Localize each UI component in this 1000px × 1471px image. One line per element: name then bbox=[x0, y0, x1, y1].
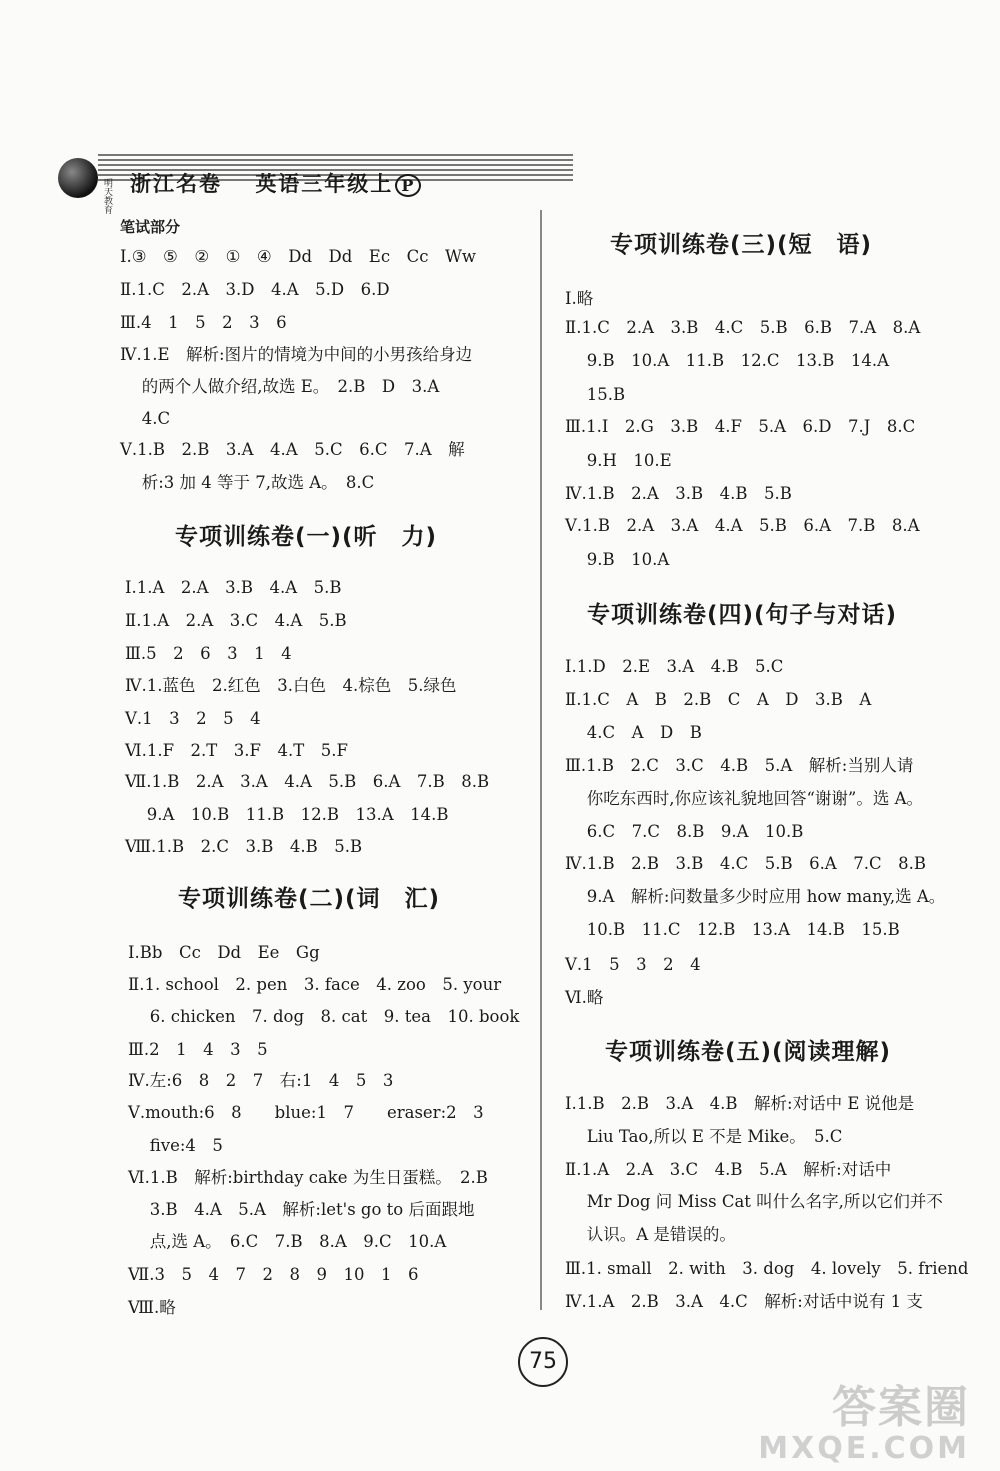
answer-line: Ⅴ.1.B 2.B 3.A 4.A 5.C 6.C 7.A 解 bbox=[120, 440, 465, 459]
answer-line: Ⅴ.1 3 2 5 4 bbox=[125, 709, 261, 728]
answer-line: Ⅴ.1.B 2.A 3.A 4.A 5.B 6.A 7.B 8.A bbox=[565, 516, 920, 535]
answer-line: 9.A 解析:问数量多少时应用 how many,选 A。 bbox=[565, 887, 946, 906]
answer-line: Ⅱ.1.A 2.A 3.C 4.A 5.B bbox=[125, 611, 347, 630]
answer-line: Ⅳ.1.E 解析:图片的情境为中间的小男孩给身边 bbox=[120, 345, 473, 364]
section-title-listening: 专项训练卷(一)(听 力) bbox=[175, 524, 438, 550]
watermark-text: 答案圈 bbox=[832, 1382, 970, 1433]
answer-line: Ⅱ.1. school 2. pen 3. face 4. zoo 5. your bbox=[128, 975, 502, 994]
section-title-sentences: 专项训练卷(四)(句子与对话) bbox=[587, 602, 898, 628]
answer-line: Mr Dog 问 Miss Cat 叫什么名字,所以它们并不 bbox=[565, 1192, 943, 1211]
answer-line: 点,选 A。 6.C 7.B 8.A 9.C 10.A bbox=[128, 1232, 447, 1251]
edition-badge: P bbox=[395, 174, 421, 197]
answer-line: Ⅲ.1.I 2.G 3.B 4.F 5.A 6.D 7.J 8.C bbox=[565, 417, 916, 436]
answer-line: 9.H 10.E bbox=[565, 451, 672, 470]
answer-line: Ⅴ.1 5 3 2 4 bbox=[565, 955, 701, 974]
answer-line: 的两个人做介绍,故选 E。 2.B D 3.A bbox=[120, 377, 440, 396]
answer-line: Ⅱ.1.A 2.A 3.C 4.B 5.A 解析:对话中 bbox=[565, 1160, 892, 1179]
section-title-phrases: 专项训练卷(三)(短 语) bbox=[610, 232, 873, 258]
section-title-vocabulary: 专项训练卷(二)(词 汇) bbox=[178, 886, 441, 912]
answer-line: 4.C bbox=[120, 409, 171, 428]
answer-line: Ⅷ.略 bbox=[128, 1298, 176, 1317]
answer-line: Ⅰ.Bb Cc Dd Ee Gg bbox=[128, 943, 320, 962]
answer-line: 4.C A D B bbox=[565, 723, 702, 742]
answer-line: Ⅵ.略 bbox=[565, 988, 604, 1007]
answer-line: Ⅳ.1.A 2.B 3.A 4.C 解析:对话中说有 1 支 bbox=[565, 1292, 923, 1311]
answer-line: Ⅱ.1.C 2.A 3.B 4.C 5.B 6.B 7.A 8.A bbox=[565, 318, 921, 337]
answer-line: 9.B 10.A bbox=[565, 550, 670, 569]
answer-line: Ⅵ.1.F 2.T 3.F 4.T 5.F bbox=[125, 741, 348, 760]
answer-line: 你吃东西时,你应该礼貌地回答“谢谢”。选 A。 bbox=[565, 789, 924, 808]
brand-small-text: 明天教育 bbox=[104, 179, 114, 216]
answer-line: Liu Tao,所以 E 不是 Mike。 5.C bbox=[565, 1127, 843, 1146]
page-header bbox=[58, 150, 573, 216]
answer-line: Ⅱ.1.C 2.A 3.D 4.A 5.D 6.D bbox=[120, 280, 390, 299]
answer-line: Ⅶ.3 5 4 7 2 8 9 10 1 6 bbox=[128, 1265, 419, 1284]
page-number: 75 bbox=[518, 1337, 568, 1387]
answer-line: 6. chicken 7. dog 8. cat 9. tea 10. book bbox=[128, 1007, 520, 1026]
answer-line: Ⅲ.1.B 2.C 3.C 4.B 5.A 解析:当别人请 bbox=[565, 756, 914, 775]
section-title-reading: 专项训练卷(五)(阅读理解) bbox=[605, 1039, 892, 1065]
answer-line: Ⅴ.mouth:6 8 blue:1 7 eraser:2 3 bbox=[128, 1103, 484, 1122]
answer-line: 3.B 4.A 5.A 解析:let's go to 后面跟地 bbox=[128, 1200, 475, 1219]
watermark-url: MXQE.COM bbox=[758, 1431, 970, 1466]
answer-line: Ⅰ.1.D 2.E 3.A 4.B 5.C bbox=[565, 657, 784, 676]
answer-line: Ⅳ.左:6 8 2 7 右:1 4 5 3 bbox=[128, 1071, 394, 1090]
answer-line: Ⅰ.1.A 2.A 3.B 4.A 5.B bbox=[125, 578, 342, 597]
answer-line: Ⅰ.1.B 2.B 3.A 4.B 解析:对话中 E 说他是 bbox=[565, 1094, 915, 1113]
answer-line: five:4 5 bbox=[128, 1136, 223, 1155]
answer-line: Ⅲ.1. small 2. with 3. dog 4. lovely 5. friend bbox=[565, 1259, 969, 1278]
subject-name: 英语三年级上 bbox=[255, 171, 394, 196]
column-divider bbox=[540, 210, 542, 1310]
answer-line: Ⅲ.4 1 5 2 3 6 bbox=[120, 313, 287, 332]
answer-line: Ⅷ.1.B 2.C 3.B 4.B 5.B bbox=[125, 837, 363, 856]
brand-logo bbox=[58, 158, 98, 198]
answer-line: Ⅲ.5 2 6 3 1 4 bbox=[125, 644, 292, 663]
answer-line: 9.A 10.B 11.B 12.B 13.A 14.B bbox=[125, 805, 449, 824]
answer-line: 6.C 7.C 8.B 9.A 10.B bbox=[565, 822, 804, 841]
answer-line: Ⅵ.1.B 解析:birthday cake 为生日蛋糕。 2.B bbox=[128, 1168, 488, 1187]
written-part-label: 笔试部分 bbox=[120, 218, 181, 236]
answer-line: 认识。A 是错误的。 bbox=[565, 1225, 736, 1244]
answer-line: Ⅳ.1.B 2.B 3.B 4.C 5.B 6.A 7.C 8.B bbox=[565, 854, 926, 873]
answer-line: Ⅳ.1.B 2.A 3.B 4.B 5.B bbox=[565, 484, 792, 503]
answer-line: 10.B 11.C 12.B 13.A 14.B 15.B bbox=[565, 920, 900, 939]
answer-line: Ⅰ.③ ⑤ ② ① ④ Dd Dd Ec Cc Ww bbox=[120, 247, 477, 266]
answer-line: 9.B 10.A 11.B 12.C 13.B 14.A bbox=[565, 351, 890, 370]
answer-line: 析:3 加 4 等于 7,故选 A。 8.C bbox=[120, 473, 375, 492]
answer-line: Ⅱ.1.C A B 2.B C A D 3.B A bbox=[565, 690, 872, 709]
answer-line: 15.B bbox=[565, 385, 626, 404]
answer-line: Ⅰ.略 bbox=[565, 289, 594, 308]
watermark bbox=[758, 1371, 970, 1466]
answer-line: Ⅶ.1.B 2.A 3.A 4.A 5.B 6.A 7.B 8.B bbox=[125, 772, 490, 791]
series-name: 浙江名卷 bbox=[130, 171, 222, 196]
answer-line: Ⅲ.2 1 4 3 5 bbox=[128, 1040, 268, 1059]
answer-line: Ⅳ.1.蓝色 2.红色 3.白色 4.棕色 5.绿色 bbox=[125, 676, 457, 695]
header-title bbox=[130, 168, 421, 198]
